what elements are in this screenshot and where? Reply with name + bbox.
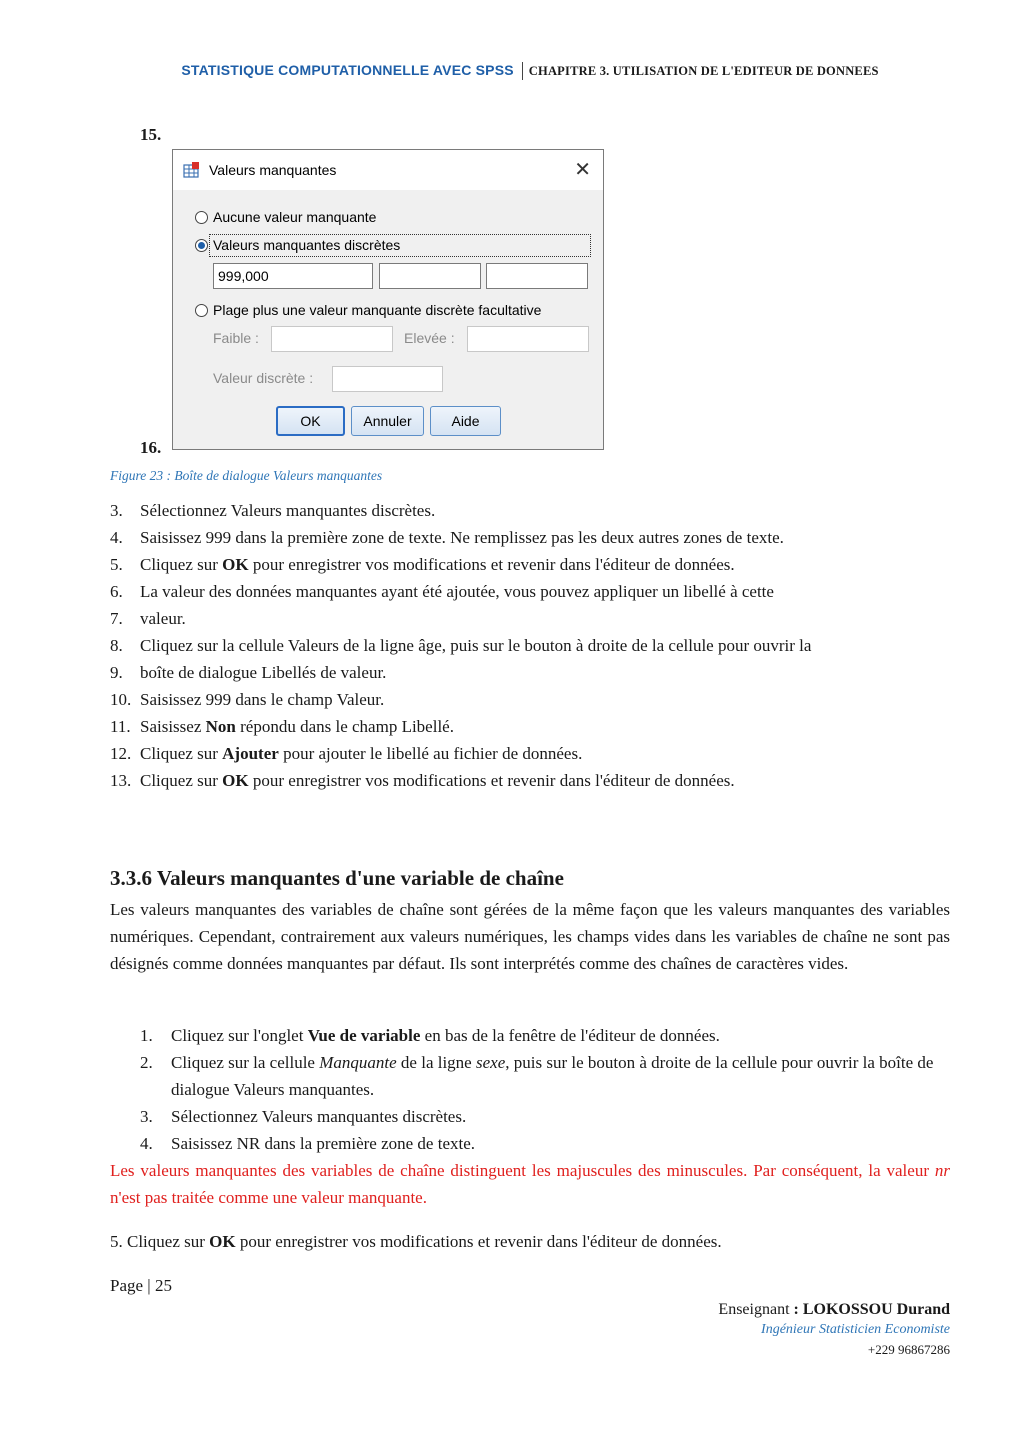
dialog-title: Valeurs manquantes bbox=[209, 162, 337, 178]
ok-button[interactable]: OK bbox=[276, 406, 345, 436]
list-item-number: 4. bbox=[140, 1134, 153, 1153]
list-item bbox=[110, 632, 950, 659]
list-item-text: Cliquez sur OK pour enregistrer vos modifications et revenir dans l'éditeur de données. bbox=[140, 771, 735, 790]
teacher-prefix: Enseignant bbox=[718, 1301, 794, 1318]
list-item-number: 4. bbox=[110, 528, 123, 547]
list-item bbox=[110, 740, 950, 767]
teacher-line bbox=[718, 1301, 950, 1319]
list-item-number: 11. bbox=[110, 717, 131, 736]
list-item bbox=[110, 551, 950, 578]
list-item-text: Cliquez sur OK pour enregistrer vos modifications et revenir dans l'éditeur de données. bbox=[140, 555, 735, 574]
teacher-phone: +229 96867286 bbox=[867, 1342, 950, 1357]
list-item-text: Saisissez 999 dans le champ Valeur. bbox=[140, 690, 385, 709]
radio-label-range-missing: Plage plus une valeur manquante discrète facultative bbox=[213, 302, 542, 318]
range-high-input[interactable] bbox=[467, 326, 589, 352]
range-high-label: Elevée : bbox=[404, 330, 455, 346]
list-item-text: valeur. bbox=[140, 609, 186, 628]
list-item bbox=[110, 659, 950, 686]
page-header bbox=[110, 62, 950, 80]
section-paragraph: Les valeurs manquantes des variables de chaîne sont gérées de la même façon que les valeurs manquantes des variables numériques. Cependant, contrairement aux valeurs numériques, les champs vides dans les variables de chaîne ne sont pas désignés comme données manquantes par défaut. Ils sont interprétés comme des chaînes de caractères vides. bbox=[110, 900, 950, 973]
list-item bbox=[110, 578, 950, 605]
list-number-15: 15. bbox=[140, 125, 162, 144]
list-item bbox=[110, 686, 950, 713]
list-item-number: 3. bbox=[110, 501, 123, 520]
spss-table-icon bbox=[183, 161, 201, 179]
steps-list-1 bbox=[110, 497, 950, 794]
list-number-16: 16. bbox=[140, 438, 162, 457]
cancel-button[interactable]: Annuler bbox=[351, 406, 424, 436]
radio-discrete-missing[interactable] bbox=[195, 239, 208, 252]
list-item-text: Saisissez Non répondu dans le champ Libellé. bbox=[140, 717, 454, 736]
list-item-number: 9. bbox=[110, 663, 123, 682]
list-item bbox=[110, 713, 950, 740]
list-item-number: 12. bbox=[110, 744, 132, 763]
close-icon[interactable]: ✕ bbox=[574, 159, 591, 181]
list-item bbox=[140, 1103, 950, 1130]
range-low-input[interactable] bbox=[271, 326, 393, 352]
list-item-number: 3. bbox=[140, 1107, 153, 1126]
radio-no-missing[interactable] bbox=[195, 211, 208, 224]
list-item bbox=[140, 1130, 950, 1157]
list-item-number: 7. bbox=[110, 609, 123, 628]
help-button[interactable]: Aide bbox=[430, 406, 501, 436]
radio-label-discrete-missing: Valeurs manquantes discrètes bbox=[213, 237, 401, 253]
list-item-number: 6. bbox=[110, 582, 123, 601]
list-item bbox=[110, 497, 950, 524]
list-item-number: 5. bbox=[110, 555, 123, 574]
radio-label-no-missing: Aucune valeur manquante bbox=[213, 209, 377, 225]
list-item bbox=[140, 1022, 950, 1049]
range-low-label: Faible : bbox=[213, 330, 259, 346]
list-item-text: Cliquez sur l'onglet Vue de variable en bas de la fenêtre de l'éditeur de données. bbox=[171, 1026, 720, 1045]
list-item-text: Sélectionnez Valeurs manquantes discrètes. bbox=[171, 1107, 467, 1126]
range-discrete-label: Valeur discrète : bbox=[213, 370, 314, 386]
list-item-number: 2. bbox=[140, 1053, 153, 1072]
header-chapter-title: CHAPITRE 3. UTILISATION DE L'EDITEUR DE DONNEES bbox=[528, 64, 879, 78]
list-item-text: Cliquez sur Ajouter pour ajouter le libellé au fichier de données. bbox=[140, 744, 583, 763]
list-item bbox=[110, 767, 950, 794]
header-separator bbox=[522, 62, 523, 80]
teacher-title: Ingénieur Statisticien Economiste bbox=[761, 1322, 950, 1337]
warning-note: Les valeurs manquantes des variables de chaîne distinguent les majuscules des minuscules. Par conséquent, la valeur nr n'est pas traitée comme une valeur manquante. bbox=[110, 1161, 950, 1207]
missing-values-dialog bbox=[172, 149, 604, 450]
page-number: Page | 25 bbox=[110, 1276, 172, 1295]
list-item-text: La valeur des données manquantes ayant été ajoutée, vous pouvez appliquer un libellé à cette bbox=[140, 582, 774, 601]
step-5: 5. Cliquez sur OK pour enregistrer vos modifications et revenir dans l'éditeur de données. bbox=[110, 1232, 722, 1251]
list-item bbox=[140, 1049, 950, 1103]
list-item-number: 10. bbox=[110, 690, 132, 709]
dialog-titlebar bbox=[173, 150, 603, 190]
list-item-text: Cliquez sur la cellule Manquante de la ligne sexe, puis sur le bouton à droite de la cellule pour ouvrir la boîte de dialogue Valeurs manquantes. bbox=[171, 1053, 934, 1099]
list-item-text: boîte de dialogue Libellés de valeur. bbox=[140, 663, 387, 682]
list-item bbox=[110, 605, 950, 632]
header-book-title: STATISTIQUE COMPUTATIONNELLE AVEC SPSS bbox=[181, 62, 514, 78]
list-item-text: Sélectionnez Valeurs manquantes discrètes. bbox=[140, 501, 436, 520]
list-item-number: 1. bbox=[140, 1026, 153, 1045]
list-item-number: 8. bbox=[110, 636, 123, 655]
figure-caption: Figure 23 : Boîte de dialogue Valeurs manquantes bbox=[110, 468, 383, 483]
list-item-number: 13. bbox=[110, 771, 132, 790]
steps-list-2 bbox=[140, 1022, 950, 1157]
radio-range-missing[interactable] bbox=[195, 304, 208, 317]
list-item-text: Saisissez NR dans la première zone de texte. bbox=[171, 1134, 476, 1153]
list-item-text: Saisissez 999 dans la première zone de texte. Ne remplissez pas les deux autres zones de texte. bbox=[140, 528, 784, 547]
section-heading: 3.3.6 Valeurs manquantes d'une variable de chaîne bbox=[110, 866, 564, 890]
discrete-value-1-input[interactable]: 999,000 bbox=[213, 263, 373, 289]
discrete-value-2-input[interactable] bbox=[379, 263, 481, 289]
discrete-value-3-input[interactable] bbox=[486, 263, 588, 289]
list-item bbox=[110, 524, 950, 551]
list-item-text: Cliquez sur la cellule Valeurs de la ligne âge, puis sur le bouton à droite de la cellule pour ouvrir la bbox=[140, 636, 812, 655]
range-discrete-input[interactable] bbox=[332, 366, 443, 392]
teacher-name: : LOKOSSOU Durand bbox=[793, 1301, 950, 1318]
